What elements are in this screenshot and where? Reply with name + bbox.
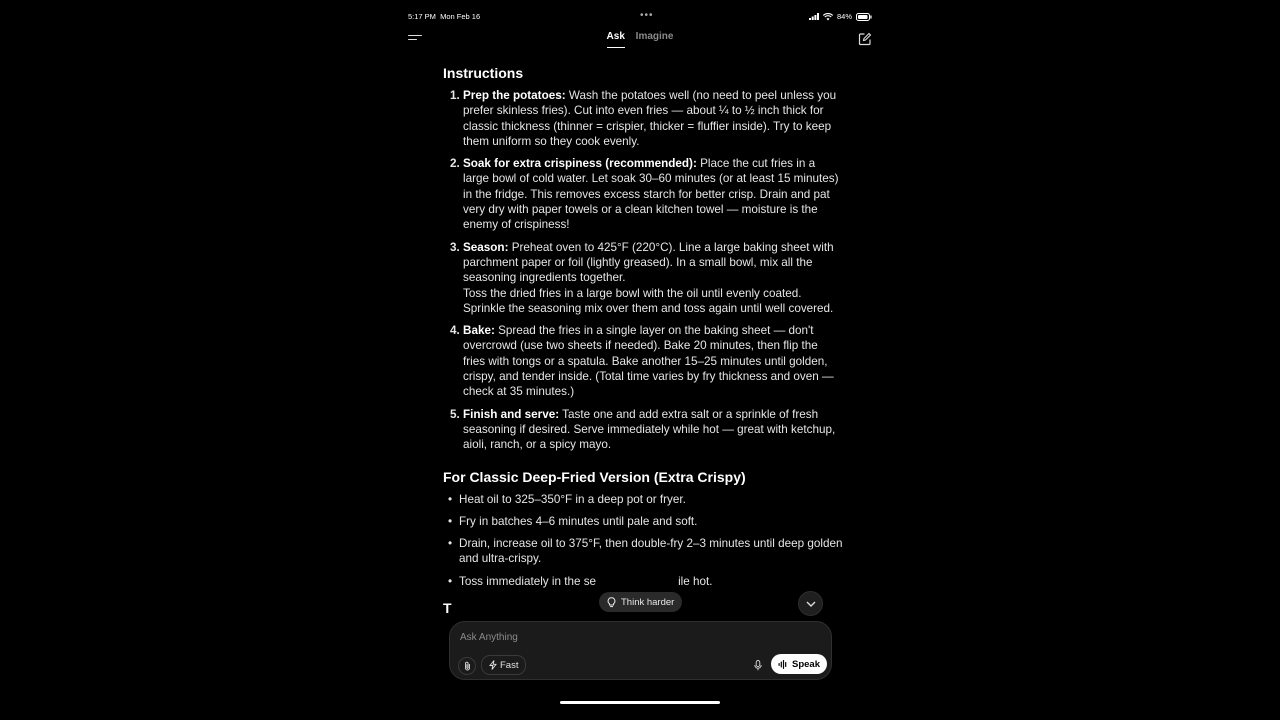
microphone-button[interactable] — [750, 657, 766, 673]
step-text-continued: Toss the dried fries in a large bowl with the oil until evenly coated. Sprinkle the seasoning mix over them and toss again until well covered. — [463, 286, 834, 315]
speak-label: Speak — [792, 658, 820, 670]
partial-text-end: ile hot. — [678, 574, 713, 588]
list-item — [463, 407, 843, 453]
status-clock: 5:17 PM — [408, 12, 436, 21]
step-title: Prep the potatoes: — [463, 89, 566, 102]
step-text: Spread the fries in a single layer on the baking sheet — don't overcrowd (use two sheets if needed). Bake 20 minutes, then flip the fries with tongs or a spatula. Bake another 15–25 minutes until golden, crispy, and tender inside. (Total time varies by fry thickness and oven — check at 35 minutes.) — [463, 324, 834, 399]
fast-mode-button[interactable] — [481, 655, 526, 675]
composer — [449, 621, 832, 680]
new-chat-edit-icon[interactable] — [858, 32, 872, 46]
step-title: Finish and serve: — [463, 407, 560, 421]
deep-fried-heading: For Classic Deep-Fried Version (Extra Crispy) — [443, 468, 746, 485]
battery-icon — [856, 13, 872, 21]
step-text: Preheat oven to 425°F (220°C). Line a large baking sheet with parchment paper or foil (lightly greased). In a small bowl, mix all the seasoning ingredients together. — [463, 240, 834, 285]
instructions-heading: Instructions — [443, 65, 524, 81]
tab-imagine[interactable]: Imagine — [635, 31, 674, 42]
multitask-dots-icon[interactable]: ••• — [640, 10, 654, 21]
chat-response — [443, 64, 843, 617]
attach-button[interactable] — [458, 657, 476, 675]
step-text: Wash the potatoes well (no need to peel unless you prefer skinless fries). Cut into even fries — about ¼ to ½ inch thick for classic thickness (thinner = crispier, thicker = fluffier inside). Try to keep them uniform so they cook evenly. — [463, 89, 837, 148]
partial-heading: T — [443, 600, 452, 617]
instructions-list — [443, 88, 843, 453]
speak-button[interactable] — [771, 654, 827, 674]
home-indicator[interactable] — [560, 701, 720, 704]
list-item — [463, 323, 843, 399]
list-item — [463, 88, 843, 149]
ask-input[interactable] — [458, 628, 762, 646]
step-title: Soak for extra crispiness (recommended): — [463, 157, 697, 171]
deep-fried-list — [443, 492, 843, 589]
step-title: Bake: — [463, 324, 495, 338]
list-item: • Fry in batches 4–6 minutes until pale and soft. — [459, 514, 843, 529]
list-item — [459, 574, 843, 589]
wifi-icon — [823, 13, 833, 21]
top-bar — [400, 26, 880, 54]
battery-percent: 84% — [836, 12, 852, 21]
partial-text-start: Toss immediately in the se — [459, 574, 597, 588]
status-bar — [408, 12, 872, 24]
lightning-icon — [489, 660, 497, 670]
voice-waveform-icon — [778, 660, 788, 669]
status-date: Mon Feb 16 — [440, 12, 481, 21]
think-harder-button[interactable] — [599, 592, 682, 612]
signal-icon — [809, 13, 819, 20]
scroll-down-button[interactable] — [798, 591, 823, 616]
status-time — [408, 12, 480, 21]
think-harder-label: Think harder — [621, 596, 675, 608]
chevron-down-icon — [806, 601, 816, 607]
mode-tabs — [400, 31, 880, 42]
tab-ask[interactable]: Ask — [606, 31, 625, 42]
step-title: Season: — [463, 240, 509, 254]
step-text: Taste one and add extra salt or a sprinkle of fresh seasoning if desired. Serve immediately while hot — great with ketchup, aioli, ranch, or a spicy mayo. — [463, 407, 836, 452]
list-item: • Drain, increase oil to 375°F, then double-fry 2–3 minutes until deep golden and ultra-crispy. — [459, 536, 843, 567]
lightbulb-icon — [607, 597, 616, 608]
microphone-icon — [754, 660, 762, 671]
step-text: Place the cut fries in a large bowl of cold water. Let soak 30–60 minutes (or at least 15 minutes) in the fridge. This removes excess starch for better crisp. Drain and pat very dry with paper towels or a clean kitchen towel — moisture is the enemy of crispiness! — [463, 157, 839, 232]
fast-label: Fast — [500, 659, 519, 671]
status-right — [809, 12, 872, 21]
list-item — [463, 156, 843, 232]
paperclip-icon — [464, 661, 471, 671]
list-item: • Heat oil to 325–350°F in a deep pot or fryer. — [459, 492, 843, 507]
list-item — [463, 240, 843, 316]
